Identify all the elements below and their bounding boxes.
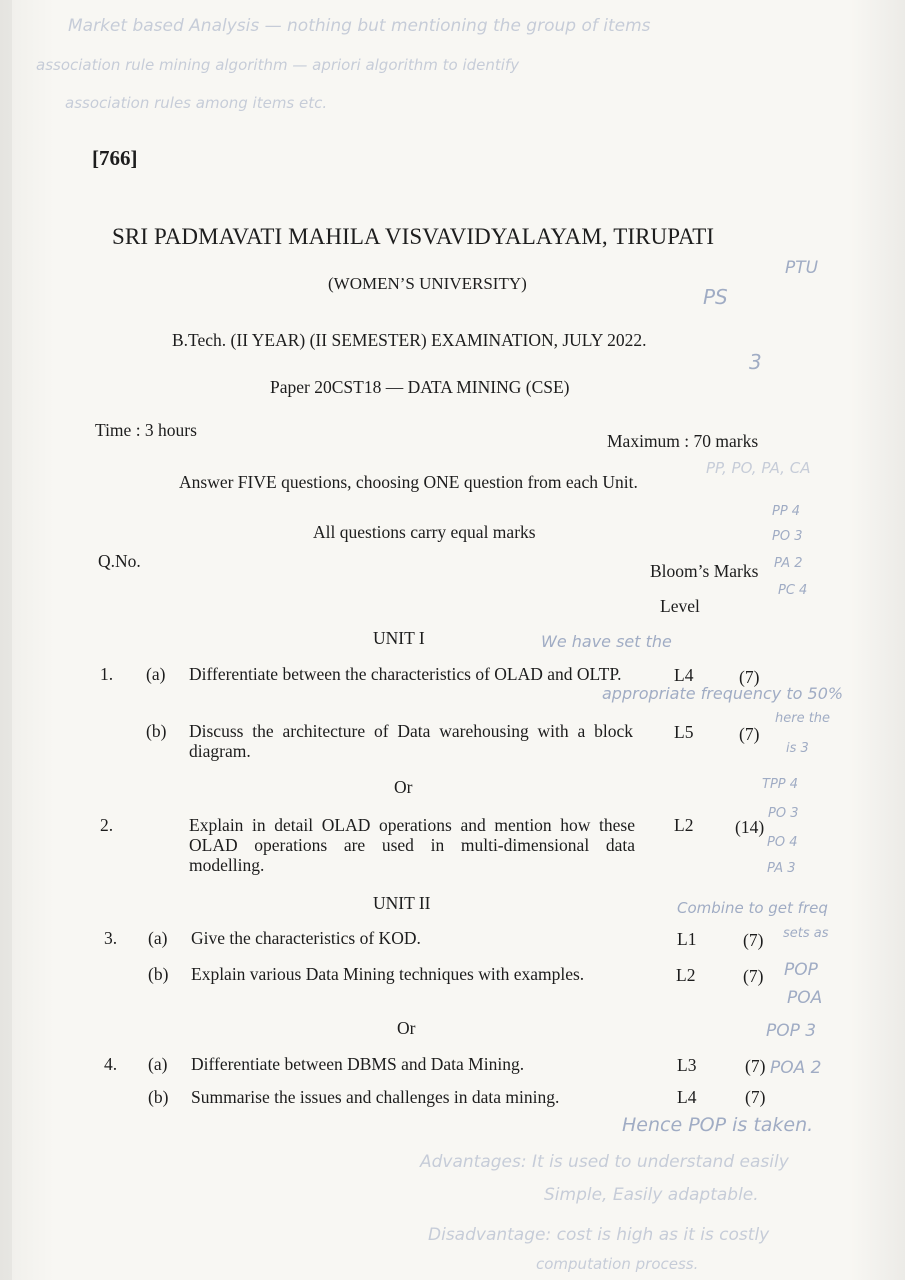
handwritten-side-note: POA 2 [770, 1058, 822, 1078]
question-marks: (7) [745, 1087, 766, 1107]
question-text: Summarise the issues and challenges in data mining. [191, 1087, 560, 1107]
university-title: SRI PADMAVATI MAHILA VISVAVIDYALAYAM, TIRUPATI [112, 224, 715, 249]
handwritten-side-note: PS [703, 285, 728, 309]
paper-code: [766] [92, 146, 138, 170]
question-number: 1. [100, 664, 114, 684]
handwritten-top-line-3: association rules among items etc. [65, 94, 328, 112]
handwritten-side-note: TPP 4 [762, 777, 799, 792]
handwritten-side-note: PC 4 [778, 583, 808, 598]
question-level: L1 [677, 929, 697, 949]
blooms-header: Bloom’s Marks [650, 561, 759, 581]
handwritten-side-note: PP 4 [772, 504, 801, 519]
handwritten-side-note: here the [775, 711, 831, 726]
question-level: L3 [677, 1055, 697, 1075]
instruction-text: Answer FIVE questions, choosing ONE question from each Unit. [179, 472, 638, 492]
question-part: (b) [148, 1087, 169, 1107]
university-subtitle: (WOMEN’S UNIVERSITY) [328, 274, 527, 293]
question-level: L2 [676, 965, 696, 985]
handwritten-side-note: PP, PO, PA, CA [706, 459, 811, 477]
handwritten-top-line-1: Market based Analysis — nothing but mentioning the group of items [68, 16, 651, 36]
handwritten-side-note: PA 2 [774, 556, 803, 571]
paper-title: Paper 20CST18 — DATA MINING (CSE) [270, 377, 570, 397]
question-level: L4 [677, 1087, 697, 1107]
handwritten-side-note: appropriate frequency to 50% [602, 684, 844, 703]
question-marks: (7) [743, 966, 764, 986]
question-number: 3. [104, 928, 118, 948]
handwritten-side-note: POA [787, 988, 823, 1008]
question-text: Explain in detail OLAD operations and mention how these OLAD operations are used in multi-dimensional data modelling. [189, 815, 635, 875]
question-marks: (14) [735, 817, 765, 837]
exam-title: B.Tech. (II YEAR) (II SEMESTER) EXAMINATION, JULY 2022. [172, 330, 647, 350]
question-level: L2 [674, 815, 694, 835]
handwritten-side-note: POP 3 [766, 1021, 817, 1041]
level-header: Level [660, 596, 700, 616]
equal-marks-text: All questions carry equal marks [313, 522, 536, 542]
handwritten-side-note: Combine to get freq [677, 899, 828, 917]
handwritten-side-note: PA 3 [767, 861, 796, 876]
question-part: (a) [148, 928, 168, 948]
question-text: Explain various Data Mining techniques with examples. [191, 964, 585, 984]
or-separator: Or [397, 1018, 416, 1038]
handwritten-side-note: is 3 [786, 741, 809, 756]
question-marks: (7) [739, 724, 760, 744]
handwritten-bottom-note: Disadvantage: cost is high as it is costly [428, 1225, 770, 1245]
handwritten-side-note: 3 [749, 350, 762, 374]
handwritten-side-note: PO 3 [772, 529, 803, 544]
handwritten-side-note: PO 3 [768, 806, 799, 821]
question-part: (a) [146, 664, 166, 684]
question-text: Differentiate between DBMS and Data Mining. [191, 1054, 525, 1074]
question-level: L5 [674, 722, 694, 742]
handwritten-side-note: PO 4 [767, 835, 798, 850]
unit-2-title: UNIT II [373, 893, 431, 913]
question-part: (b) [146, 721, 167, 741]
handwritten-bottom-note: Hence POP is taken. [622, 1114, 814, 1136]
question-part: (a) [148, 1054, 168, 1074]
handwritten-side-note: POP [784, 960, 818, 980]
question-marks: (7) [745, 1056, 766, 1076]
handwritten-top-line-2: association rule mining algorithm — apriori algorithm to identify [36, 56, 520, 74]
handwritten-bottom-note: Advantages: It is used to understand easily [420, 1152, 789, 1172]
handwritten-bottom-note: computation process. [536, 1255, 699, 1273]
or-separator: Or [394, 777, 413, 797]
question-part: (b) [148, 964, 169, 984]
unit-1-title: UNIT I [373, 628, 425, 648]
question-number: 2. [100, 815, 114, 835]
handwritten-bottom-note: Simple, Easily adaptable. [544, 1185, 759, 1205]
question-text: Give the characteristics of KOD. [191, 928, 421, 948]
question-text: Differentiate between the characteristics of OLAD and OLTP. [189, 664, 622, 684]
question-level: L4 [674, 665, 694, 685]
qno-header: Q.No. [98, 551, 141, 571]
question-text: Discuss the architecture of Data warehousing with a block diagram. [189, 721, 633, 761]
question-marks: (7) [743, 930, 764, 950]
question-marks: (7) [739, 667, 760, 687]
handwritten-side-note: We have set the [541, 632, 672, 651]
question-number: 4. [104, 1054, 118, 1074]
handwritten-side-note: PTU [785, 258, 819, 278]
handwritten-side-note: sets as [783, 926, 829, 941]
time-info: Time : 3 hours [95, 420, 197, 440]
page-edge-shadow [0, 0, 12, 1280]
maximum-marks: Maximum : 70 marks [607, 431, 759, 451]
